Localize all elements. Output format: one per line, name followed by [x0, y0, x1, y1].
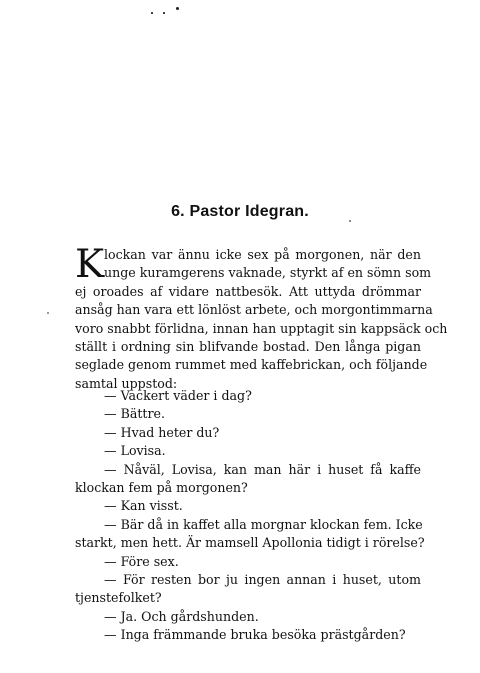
paragraph-line: unge kuramgerens vaknade, styrkt af en sömn som [104, 265, 432, 281]
paragraph-line: ställt i ordning sin blifvande bostad. Den långa pigan [75, 339, 421, 355]
scan-speck [163, 12, 165, 14]
paragraph-line: samtal uppstod: [75, 375, 178, 391]
scan-specks [0, 0, 480, 40]
dialogue-line: — Hvad heter du? [104, 424, 220, 440]
dialogue-line: — Vackert väder i dag? [104, 388, 252, 403]
dialogue-line: — Lovisa. [104, 443, 166, 459]
dialogue-line: — Inga främmande bruka besöka prästgården? [104, 627, 406, 643]
chapter-heading: 6. Pastor Idegran. [171, 203, 309, 220]
drop-cap: K [75, 242, 105, 287]
dialogue-line: starkt, men hett. Är mamsell Apollonia tidigt i rörelse? [75, 535, 425, 551]
dialogue-line: klockan fem på morgonen? [75, 480, 248, 496]
dialogue-line: — Ja. Och gårdshunden. [104, 608, 259, 624]
paragraph-line: ansåg han vara ett lönlöst arbete, och morgontimmarna [75, 302, 433, 318]
paragraph-line: voro snabbt förlidna, innan han upptagit sin kappsäck och [75, 320, 448, 336]
scan-speck [47, 312, 49, 314]
opening-paragraph [75, 242, 448, 393]
paragraph-line: ej oroades af vidare nattbesök. Att uttyda drömmar [75, 283, 421, 299]
scan-speck [176, 7, 179, 10]
paragraph-line: lockan var ännu icke sex på morgonen, när den [104, 247, 421, 262]
dialogue-block [75, 387, 425, 645]
dialogue-line: — För resten bor ju ingen annan i huset, utom [104, 572, 421, 588]
paragraph-line: seglade genom rummet med kaffebrickan, och följande [75, 357, 428, 373]
scan-speck [349, 220, 351, 222]
dialogue-line: — Före sex. [104, 553, 179, 569]
dialogue-line: — Bättre. [104, 406, 165, 422]
scan-speck [151, 12, 153, 14]
dialogue-line: — Nåväl, Lovisa, kan man här i huset få kaffe [104, 461, 421, 477]
dialogue-line: tjenstefolket? [75, 590, 162, 606]
dialogue-line: — Bär då in kaffet alla morgnar klockan fem. Icke [104, 516, 423, 532]
dialogue-line: — Kan visst. [104, 498, 183, 514]
